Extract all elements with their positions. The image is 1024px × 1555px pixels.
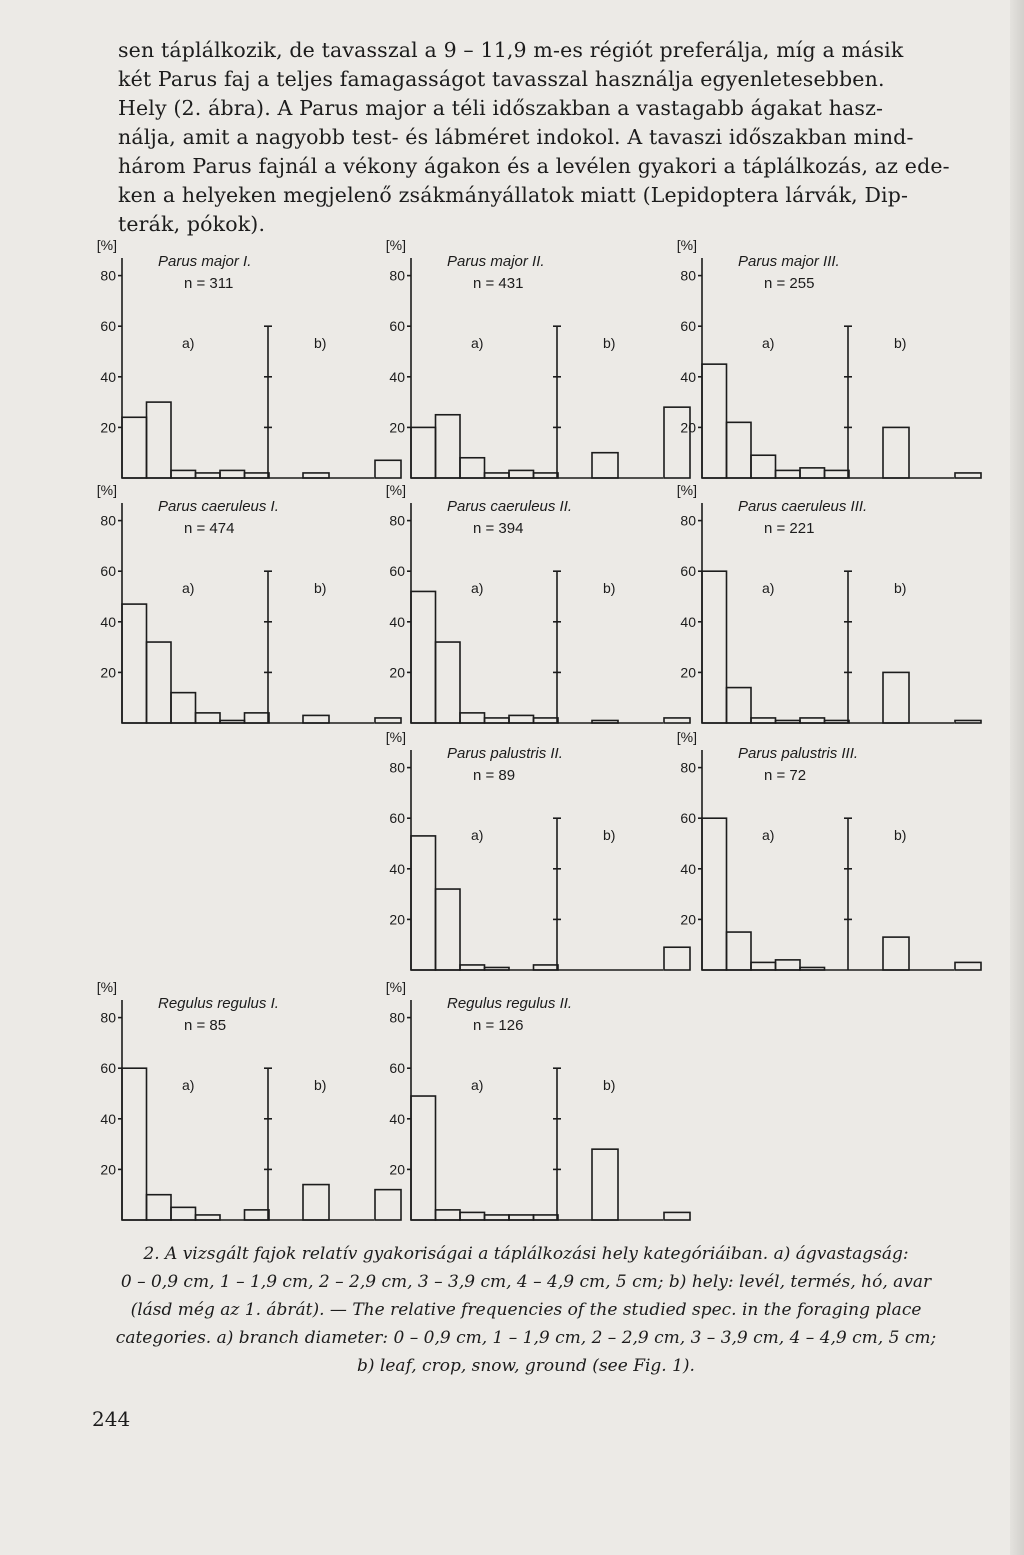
y-tick-label: 40 — [389, 860, 405, 877]
bar-branch-diameter — [751, 718, 776, 723]
bar-place — [303, 473, 329, 478]
y-tick-label: 60 — [680, 563, 696, 580]
y-tick-label: 20 — [389, 1161, 405, 1178]
bar-branch-diameter — [436, 415, 461, 478]
part-a-label: a) — [182, 1077, 195, 1093]
sample-size-label: n = 311 — [184, 275, 234, 292]
y-tick-label: 20 — [680, 419, 696, 436]
y-tick-label: 40 — [389, 1110, 405, 1127]
y-tick-label: 40 — [100, 1110, 116, 1127]
y-unit-label: [%] — [385, 979, 406, 995]
y-unit-label: [%] — [385, 482, 406, 498]
bar-branch-diameter — [147, 402, 172, 478]
bar-branch-diameter — [460, 713, 485, 723]
bar-branch-diameter — [122, 417, 147, 478]
bar-branch-diameter — [825, 720, 850, 723]
bar-branch-diameter — [171, 693, 196, 723]
y-tick-label: 20 — [389, 664, 405, 681]
bar-branch-diameter — [534, 718, 559, 723]
caption-line: 0 – 0,9 cm, 1 – 1,9 cm, 2 – 2,9 cm, 3 – 3,9 cm, 4 – 4,9 cm, 5 cm; b) hely: levél, termés, hó, avar — [120, 1272, 932, 1292]
page-edge — [1010, 0, 1024, 1555]
bar-place — [303, 715, 329, 723]
y-tick-label: 80 — [389, 1009, 405, 1026]
text-line: nálja, amit a nagyobb test- és lábméret indokol. A tavaszi időszakban mind- — [118, 125, 914, 149]
y-tick-label: 80 — [100, 1009, 116, 1026]
y-tick-label: 40 — [680, 613, 696, 630]
part-a-label: a) — [762, 335, 775, 351]
caption-line: (lásd még az 1. ábrát). — The relative frequencies of the studied spec. in the foraging place — [130, 1300, 922, 1320]
bar-branch-diameter — [702, 571, 727, 723]
sample-size-label: n = 72 — [764, 767, 807, 784]
part-a-label: a) — [471, 1077, 484, 1093]
chart-title: Parus caeruleus III. — [738, 498, 868, 515]
sample-size-label: n = 85 — [184, 1017, 227, 1034]
bar-branch-diameter — [196, 473, 221, 478]
y-tick-label: 80 — [680, 267, 696, 284]
bar-place — [955, 962, 981, 970]
bar-branch-diameter — [485, 718, 510, 723]
y-tick-label: 40 — [389, 368, 405, 385]
bar-branch-diameter — [509, 1215, 534, 1220]
bar-branch-diameter — [411, 836, 436, 970]
body-text — [118, 36, 960, 239]
y-unit-label: [%] — [96, 237, 117, 253]
y-tick-label: 80 — [680, 512, 696, 529]
text-line: terák, pókok). — [118, 212, 266, 236]
y-tick-label: 20 — [389, 911, 405, 928]
bar-branch-diameter — [776, 960, 801, 970]
y-tick-label: 60 — [389, 318, 405, 335]
y-tick-label: 60 — [389, 563, 405, 580]
caption-line: b) leaf, crop, snow, ground (see Fig. 1). — [357, 1356, 695, 1376]
y-tick-label: 80 — [680, 759, 696, 776]
y-unit-label: [%] — [676, 729, 697, 745]
bar-place — [592, 720, 618, 723]
bar-branch-diameter — [485, 967, 510, 970]
bar-branch-diameter — [460, 965, 485, 970]
chart-title: Regulus regulus I. — [158, 995, 279, 1012]
y-tick-label: 80 — [389, 512, 405, 529]
sample-size-label: n = 221 — [764, 520, 815, 537]
bar-branch-diameter — [727, 932, 752, 970]
bar-place — [375, 718, 401, 723]
sample-size-label: n = 255 — [764, 275, 815, 292]
bar-branch-diameter — [751, 962, 776, 970]
bar-branch-diameter — [171, 470, 196, 478]
bar-branch-diameter — [534, 1215, 559, 1220]
bar-place — [664, 947, 690, 970]
y-tick-label: 60 — [100, 563, 116, 580]
bar-branch-diameter — [147, 642, 172, 723]
part-a-label: a) — [471, 580, 484, 596]
part-b-label: b) — [894, 580, 907, 596]
part-b-label: b) — [894, 335, 907, 351]
bar-place — [664, 407, 690, 478]
bar-place — [955, 473, 981, 478]
part-b-label: b) — [603, 580, 616, 596]
bar-branch-diameter — [436, 642, 461, 723]
text-line: Hely (2. ábra). A Parus major a téli időszakban a vastagabb ágakat hasz- — [118, 96, 884, 120]
sample-size-label: n = 126 — [473, 1017, 524, 1034]
part-b-label: b) — [314, 1077, 327, 1093]
part-b-label: b) — [314, 335, 327, 351]
bar-branch-diameter — [196, 1215, 221, 1220]
bar-branch-diameter — [122, 1068, 147, 1220]
bar-branch-diameter — [534, 473, 559, 478]
y-tick-label: 40 — [680, 860, 696, 877]
chart-title: Parus palustris III. — [738, 745, 859, 762]
bar-place — [883, 672, 909, 723]
chart-title: Parus caeruleus I. — [158, 498, 279, 515]
bar-branch-diameter — [460, 458, 485, 478]
y-tick-label: 60 — [100, 1060, 116, 1077]
chart-title: Regulus regulus II. — [447, 995, 573, 1012]
part-b-label: b) — [603, 827, 616, 843]
y-tick-label: 40 — [389, 613, 405, 630]
y-tick-label: 40 — [100, 368, 116, 385]
bar-branch-diameter — [220, 720, 245, 723]
bar-place — [664, 1212, 690, 1220]
y-tick-label: 20 — [389, 419, 405, 436]
y-unit-label: [%] — [385, 729, 406, 745]
chart-title: Parus caeruleus II. — [447, 498, 573, 515]
y-unit-label: [%] — [96, 979, 117, 995]
bar-branch-diameter — [509, 470, 534, 478]
bar-branch-diameter — [702, 818, 727, 970]
y-tick-label: 60 — [100, 318, 116, 335]
y-tick-label: 40 — [100, 613, 116, 630]
chart-title: Parus major III. — [738, 253, 840, 270]
bar-branch-diameter — [485, 1215, 510, 1220]
bar-branch-diameter — [776, 470, 801, 478]
bar-branch-diameter — [485, 473, 510, 478]
bar-place — [883, 937, 909, 970]
y-tick-label: 40 — [680, 368, 696, 385]
bar-branch-diameter — [245, 713, 270, 723]
y-tick-label: 20 — [100, 664, 116, 681]
chart-title: Parus major I. — [158, 253, 252, 270]
part-a-label: a) — [182, 580, 195, 596]
part-a-label: a) — [762, 580, 775, 596]
bar-branch-diameter — [220, 470, 245, 478]
bar-branch-diameter — [122, 604, 147, 723]
y-tick-label: 80 — [389, 759, 405, 776]
chart-title: Parus palustris II. — [447, 745, 563, 762]
sample-size-label: n = 89 — [473, 767, 516, 784]
figure-caption — [86, 1240, 966, 1380]
bar-place — [303, 1185, 329, 1220]
bar-branch-diameter — [245, 1210, 270, 1220]
y-unit-label: [%] — [96, 482, 117, 498]
part-b-label: b) — [603, 335, 616, 351]
part-a-label: a) — [471, 335, 484, 351]
y-unit-label: [%] — [385, 237, 406, 253]
part-b-label: b) — [603, 1077, 616, 1093]
part-b-label: b) — [894, 827, 907, 843]
caption-line: 2. A vizsgált fajok relatív gyakoriságai a táplálkozási hely kategóriáiban. a) ágvastagság: — [143, 1244, 909, 1264]
bar-branch-diameter — [800, 468, 825, 478]
text-line: sen táplálkozik, de tavasszal a 9 – 11,9 m-es régiót preferálja, míg a másik — [118, 38, 904, 62]
y-tick-label: 80 — [100, 267, 116, 284]
y-tick-label: 80 — [100, 512, 116, 529]
bar-branch-diameter — [534, 965, 559, 970]
bar-branch-diameter — [411, 591, 436, 723]
bar-branch-diameter — [196, 713, 221, 723]
bar-branch-diameter — [825, 470, 850, 478]
y-tick-label: 20 — [680, 911, 696, 928]
bar-branch-diameter — [147, 1195, 172, 1220]
sample-size-label: n = 394 — [473, 520, 524, 537]
y-tick-label: 80 — [389, 267, 405, 284]
y-unit-label: [%] — [676, 482, 697, 498]
bar-place — [883, 427, 909, 478]
y-tick-label: 60 — [389, 1060, 405, 1077]
caption-line: categories. a) branch diameter: 0 – 0,9 cm, 1 – 1,9 cm, 2 – 2,9 cm, 3 – 3,9 cm, 4 – 4,9 cm, 5 cm; — [115, 1328, 937, 1348]
y-tick-label: 20 — [680, 664, 696, 681]
y-tick-label: 60 — [680, 810, 696, 827]
part-a-label: a) — [762, 827, 775, 843]
bar-branch-diameter — [171, 1207, 196, 1220]
page-number: 244 — [92, 1407, 131, 1431]
bar-branch-diameter — [776, 720, 801, 723]
bar-branch-diameter — [702, 364, 727, 478]
bar-branch-diameter — [436, 889, 461, 970]
y-tick-label: 60 — [680, 318, 696, 335]
bar-branch-diameter — [800, 718, 825, 723]
text-line: három Parus fajnál a vékony ágakon és a levélen gyakori a táplálkozás, az ede- — [118, 154, 950, 178]
text-line: két Parus faj a teljes famagasságot tavasszal használja egyenletesebben. — [118, 67, 885, 91]
bar-branch-diameter — [411, 1096, 436, 1220]
bar-branch-diameter — [411, 427, 436, 478]
bar-branch-diameter — [751, 455, 776, 478]
y-tick-label: 60 — [389, 810, 405, 827]
chart-title: Parus major II. — [447, 253, 545, 270]
bar-place — [375, 1190, 401, 1220]
part-b-label: b) — [314, 580, 327, 596]
sample-size-label: n = 474 — [184, 520, 235, 537]
bar-branch-diameter — [460, 1212, 485, 1220]
part-a-label: a) — [471, 827, 484, 843]
bar-place — [592, 1149, 618, 1220]
bar-branch-diameter — [800, 967, 825, 970]
bar-place — [955, 720, 981, 723]
bar-branch-diameter — [727, 422, 752, 478]
y-unit-label: [%] — [676, 237, 697, 253]
sample-size-label: n = 431 — [473, 275, 524, 292]
bar-place — [592, 453, 618, 478]
bar-branch-diameter — [436, 1210, 461, 1220]
bar-branch-diameter — [245, 473, 270, 478]
bar-place — [664, 718, 690, 723]
bar-branch-diameter — [727, 688, 752, 723]
bar-place — [375, 460, 401, 478]
y-tick-label: 20 — [100, 1161, 116, 1178]
part-a-label: a) — [182, 335, 195, 351]
text-line: ken a helyeken megjelenő zsákmányállatok miatt (Lepidoptera lárvák, Dip- — [118, 183, 909, 207]
bar-branch-diameter — [509, 715, 534, 723]
y-tick-label: 20 — [100, 419, 116, 436]
